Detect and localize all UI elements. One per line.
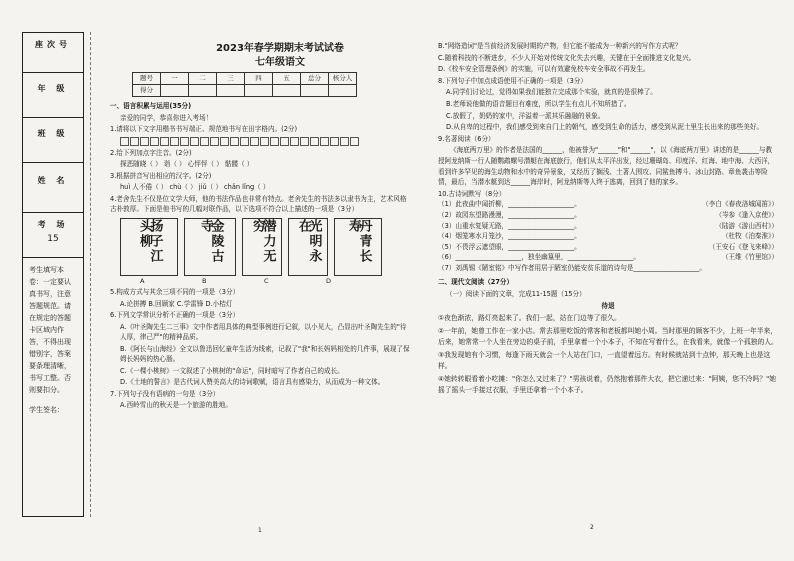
question-7: 7.下列句子没有语病的一句是（3分）	[110, 389, 220, 398]
room-label: 考 场	[37, 220, 69, 229]
score-cell[interactable]	[273, 85, 301, 97]
score-head-cell: 一	[161, 73, 189, 85]
name-label: 姓 名	[37, 176, 69, 185]
calligraphy-d: 光明永在	[288, 218, 328, 276]
score-header-row	[133, 73, 357, 85]
question-6-d: D.《土地的誓言》是古代词人赞美高大的诗词歌赋，语言具有感染力，从而成为一种文体。	[120, 378, 385, 386]
score-cell[interactable]	[329, 85, 357, 97]
poem-source: （陆游《游山西村》）	[715, 221, 778, 230]
notice-signature: 学生签名：	[29, 406, 64, 414]
score-value-row	[133, 85, 357, 97]
question-8: 8.下列句子中加点成语使用不正确的一项是（3分）	[438, 76, 587, 85]
question-3: 3.根据拼音写出相应的汉字。(2分)	[110, 171, 212, 180]
question-1: 1.请将以下文字用楷书书写端正、规范地书写在田字格内。(2分)	[110, 125, 298, 133]
question-3-items: huì 人不倦（ ） chù（ ） jiǔ（ ） chǎn lǐng（ ）	[120, 183, 270, 191]
notice-text: 考生填写本卷：一定要认真书写，注意答题规范。请在规定的答题卡区域内作答，不得出现错别字，答案要条理清晰，书写工整。否则要扣分。	[29, 266, 71, 394]
score-cell[interactable]	[217, 85, 245, 97]
question-8-d: D.从自卑的过程中，我们感受到来自门上的朝气，感受到生命的活力，感受到从泥土里生长出来的那些美好。	[446, 123, 764, 132]
greeting: 亲爱的同学，恭喜你进入考场！	[120, 113, 213, 122]
seat-cell	[23, 33, 83, 73]
score-head-cell: 二	[189, 73, 217, 85]
story-paragraph-4: ④她转转眼看着小吃摊："你怎么又过来了？"男孩说着，仍然抱着那件大衣，把它递过来："阿姨，您不冷吗？"她摇了摇头一手接过衣服，手里还拿着一个小本子。	[438, 375, 777, 395]
question-7-d: D.《校车安全管理条例》的实施，可以有效避免校车安全事故不再发生。	[438, 65, 650, 74]
room-cell	[23, 213, 83, 258]
question-4: 4.老舍先生不仅是位文学大师，他的书法作品也非常有特点。老舍先生的书法多以隶书为主，艺术风格古朴敦厚。下面是他书写的几幅对联作品，以下选项不符合以上描述的一项是（3分）	[110, 194, 407, 213]
poem-line-text: （7）刘禹锡《陋室铭》中写作者用居于陋室仍能安贫乐道的诗句是____________________。	[438, 263, 706, 272]
class-label: 班 级	[37, 129, 69, 138]
question-6-c: C.《一棵小桃树》一文叙述了小桃树的"命运"，同时暗写了作者自己的成长。	[120, 366, 344, 375]
callig-label: B	[202, 276, 207, 285]
calligraphy-e: 丹青长寿	[334, 218, 382, 276]
poem-line	[438, 199, 778, 210]
poem-line-text: （2）故园东望路漫漫，____________________。	[438, 210, 581, 219]
question-8-c: C.放假了，奶奶的家中，洋溢着一派其乐融融的景象。	[446, 111, 605, 120]
callig-label: C	[264, 276, 269, 285]
story-paragraph-1: ①夜色渐浓，路灯亮起来了。我们一起，站在门边等了很久。	[438, 314, 621, 323]
score-table	[132, 72, 357, 97]
reading-intro: （一）阅读下面的文章，完成11-15题（15分）	[446, 290, 586, 299]
exam-title: 2023年春学期期末考试试卷	[216, 43, 344, 54]
question-6-b: B.《阿长与山海经》全文以鲁迅回忆童年生活为线索，记叙了"我"和长妈妈相处的几件事，展现了保姆长妈妈的热心肠。	[120, 344, 410, 363]
poem-line	[438, 263, 778, 274]
question-7-c: C.随着科技的不断进步，不少人开始对传统文化失去兴趣，关键在于全面推进文化复兴。	[438, 53, 696, 62]
score-head-cell: 总分	[301, 73, 329, 85]
room-value: 15	[47, 234, 59, 244]
section-1-heading: 一、语言积累与运用(35分)	[110, 102, 192, 110]
calligraphy-images	[120, 218, 410, 276]
exam-notice	[23, 258, 83, 422]
calligraphy-labels	[140, 276, 410, 287]
score-head-cell: 四	[245, 73, 273, 85]
poem-source: （王维《竹里馆》）	[721, 253, 778, 262]
name-cell	[23, 163, 83, 213]
callig-label: A	[140, 276, 145, 285]
poem-source: （杜牧《泊秦淮》）	[721, 232, 778, 241]
question-9-text: 《海底两万里》的作者是法国的______，他被誉为"______"和"______"，以《海底两万里》讲述的是______与教授阿龙纳斯一行人随鹦鹉螺号潜艇在海底旅行，他们从太平洋出发，经过珊瑚岛、印度洋、红海、地中海、大西洋，看到许多罕见的海生动物和水中的奇异景象，又经历了搁浅、土著人围攻、同鲨鱼搏斗、冰山封路、章鱼袭击等险情，最后，当潜水艇到达______海岸时，阿龙纳斯等人终于逃离，回到了他的家乡。	[438, 146, 775, 187]
score-cell[interactable]	[301, 85, 329, 97]
question-7-a: A.西岭雪山的秋天是一个旅游的胜地。	[120, 401, 232, 409]
student-info-column	[22, 32, 84, 517]
poem-line	[438, 252, 778, 263]
poem-source: （李白《春夜洛城闻笛》）	[702, 200, 778, 209]
poem-line	[438, 242, 778, 253]
poem-line	[438, 210, 778, 221]
grade-label: 年 级	[37, 84, 69, 93]
calligraphy-b: 金陵古寺	[184, 218, 236, 276]
question-8-a: A.同学们讨论过，觉得如果我们能独立完成那个实验，就真的是很棒了。	[446, 88, 657, 97]
poem-line-text: （3）山重水复疑无路，____________________。	[438, 221, 581, 230]
question-6: 6.下列文学常识分析不正确的一项是（3分）	[110, 311, 240, 319]
cut-line	[90, 32, 91, 517]
seat-label: 座次号	[35, 40, 71, 49]
poem-line-text: （1）此夜曲中闻折柳，____________________。	[438, 200, 581, 209]
calligraphy-a: 扬子江头柳	[120, 218, 178, 276]
question-10: 10.古诗词默写（8分）	[438, 189, 506, 198]
question-2-items: 探恶随晓（ ） 诣（ ） 心怦怦（ ） 骷髅（ ）	[120, 160, 254, 168]
story-paragraph-2: ②一年前，她曾工作在一家小店。常去那里吃饭的常客和老板都叫她小周。当时那里的顾客不少，上班一年半来，后来，她常常一个人坐在旁边的桌子前，手里拿着一个小本子，不知在写着什么，在我看来，就像一个孤独的人。	[438, 327, 778, 347]
exam-subtitle: 七年级语文	[255, 56, 305, 68]
right-page	[438, 40, 778, 396]
score-head-cell: 题号	[133, 73, 161, 85]
score-row-label: 得分	[133, 85, 161, 97]
question-5: 5.构成方式与其余三项不同的一项是（3分）	[110, 288, 240, 296]
question-7-b: B."网络造词"是当前经济发展时期的产物，但它能不能成为一种新兴的写作方式呢？	[438, 42, 682, 50]
question-6-a: A.《叶圣陶先生二三事》文中作者用具体的典型事例进行记叙，以小见大，凸显出叶圣陶先生的"待人厚，律己严"的精神品质。	[120, 322, 407, 341]
question-5-options: A.论拼搏 B.回顾家 C.学雷锋 D.小桔灯	[120, 299, 233, 308]
score-head-cell: 三	[217, 73, 245, 85]
section-2-heading: 二、现代文阅读（27分）	[438, 278, 514, 287]
poem-line-text: （4）烟笼寒水月笼沙，____________________。	[438, 232, 581, 241]
left-page	[110, 44, 410, 411]
poem-line	[438, 221, 778, 232]
poem-line-text: （6）____________________，独坐幽篁里，____________________。	[438, 253, 641, 262]
writing-grid[interactable]	[120, 137, 410, 146]
score-cell[interactable]	[189, 85, 217, 97]
score-cell[interactable]	[245, 85, 273, 97]
calligraphy-c: 潜力无穷	[242, 218, 282, 276]
story-title: 待退	[601, 301, 615, 310]
callig-label: D	[326, 276, 332, 285]
score-head-cell: 五	[273, 73, 301, 85]
page-number-2: 2	[590, 524, 594, 531]
poem-source: （岑参《逢入京使》）	[715, 210, 778, 219]
question-9: 9.名著阅读（6分）	[438, 134, 495, 143]
page-number-1: 1	[258, 527, 262, 534]
poem-line	[438, 231, 778, 242]
score-cell[interactable]	[161, 85, 189, 97]
story-paragraph-3: ③我发现她有个习惯，每逢下雨天就会一个人站在门口，一直望着远方。有时候就站到十点钟，那天晚上也是这样。	[438, 351, 771, 371]
question-8-b: B.老师说他做的语音题目有难度，所以学生有点儿不知所措了。	[446, 99, 631, 108]
score-head-cell: 核分人	[329, 73, 357, 85]
class-cell	[23, 118, 83, 163]
question-2: 2.给下列加点字注音。(2分)	[110, 148, 192, 157]
poem-source: （王安石《登飞来峰》）	[708, 242, 778, 251]
grade-cell	[23, 73, 83, 118]
poem-line-text: （5）不畏浮云遮望眼，____________________。	[438, 242, 581, 251]
